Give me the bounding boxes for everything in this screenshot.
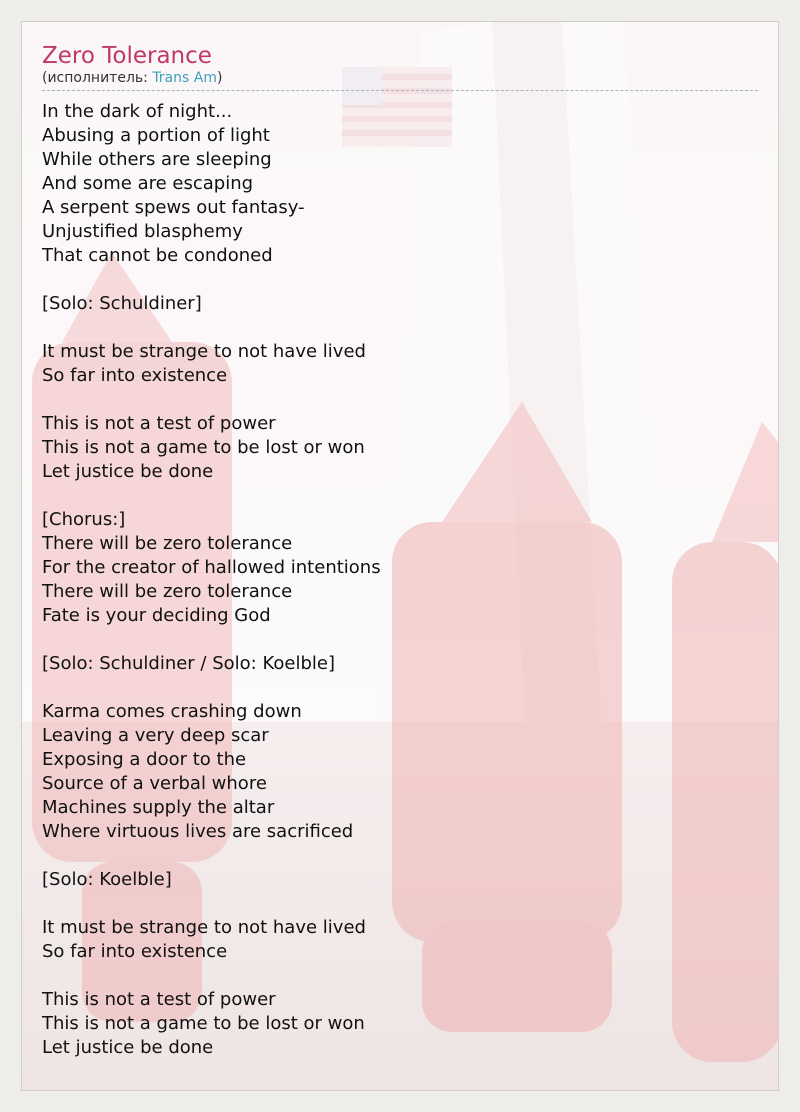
lyrics-line: [Solo: Koelble] [42, 869, 172, 890]
artist-line [42, 70, 758, 91]
lyrics-blank-line [42, 388, 758, 412]
lyrics-text [42, 100, 758, 1060]
lyrics-blank-line [42, 676, 758, 700]
lyrics-line: Abusing a portion of light [42, 125, 270, 146]
song-title: Zero Tolerance [42, 43, 212, 69]
lyrics-blank-line [42, 316, 758, 340]
lyrics-content [42, 42, 758, 1060]
lyrics-line: This is not a test of power [42, 989, 276, 1010]
lyrics-line: That cannot be condoned [42, 245, 273, 266]
lyrics-line: There will be zero tolerance [42, 581, 293, 602]
lyrics-blank-line [42, 844, 758, 868]
lyrics-line: For the creator of hallowed intentions [42, 557, 381, 578]
lyrics-blank-line [42, 964, 758, 988]
lyrics-line: Source of a verbal whore [42, 773, 267, 794]
lyrics-line: Unjustified blasphemy [42, 221, 243, 242]
lyrics-line: Machines supply the altar [42, 797, 275, 818]
lyrics-blank-line [42, 892, 758, 916]
lyrics-card [21, 21, 779, 1091]
lyrics-line: This is not a game to be lost or won [42, 1013, 365, 1034]
lyrics-line: Exposing a door to the [42, 749, 247, 770]
lyrics-line: Let justice be done [42, 1037, 214, 1058]
artist-prefix: (исполнитель: [42, 70, 153, 86]
lyrics-line: So far into existence [42, 365, 228, 386]
lyrics-line: And some are escaping [42, 173, 254, 194]
lyrics-line: This is not a test of power [42, 413, 276, 434]
lyrics-line: It must be strange to not have lived [42, 917, 366, 938]
lyrics-line: While others are sleeping [42, 149, 272, 170]
lyrics-line: A serpent spews out fantasy- [42, 197, 305, 218]
lyrics-line: Fate is your deciding God [42, 605, 271, 626]
artist-suffix: ) [216, 70, 223, 86]
lyrics-line: Where virtuous lives are sacrificed [42, 821, 354, 842]
lyrics-line: [Solo: Schuldiner / Solo: Koelble] [42, 653, 335, 674]
lyrics-line: It must be strange to not have lived [42, 341, 366, 362]
lyrics-line: Let justice be done [42, 461, 214, 482]
lyrics-line: Karma comes crashing down [42, 701, 302, 722]
lyrics-line: Leaving a very deep scar [42, 725, 269, 746]
lyrics-line: [Chorus:] [42, 509, 126, 530]
lyrics-line: So far into existence [42, 941, 228, 962]
lyrics-blank-line [42, 628, 758, 652]
lyrics-blank-line [42, 268, 758, 292]
lyrics-blank-line [42, 484, 758, 508]
lyrics-line: This is not a game to be lost or won [42, 437, 365, 458]
lyrics-line: In the dark of night... [42, 101, 233, 122]
lyrics-line: [Solo: Schuldiner] [42, 293, 202, 314]
lyrics-line: There will be zero tolerance [42, 533, 293, 554]
artist-link[interactable]: Trans Am [152, 70, 217, 86]
